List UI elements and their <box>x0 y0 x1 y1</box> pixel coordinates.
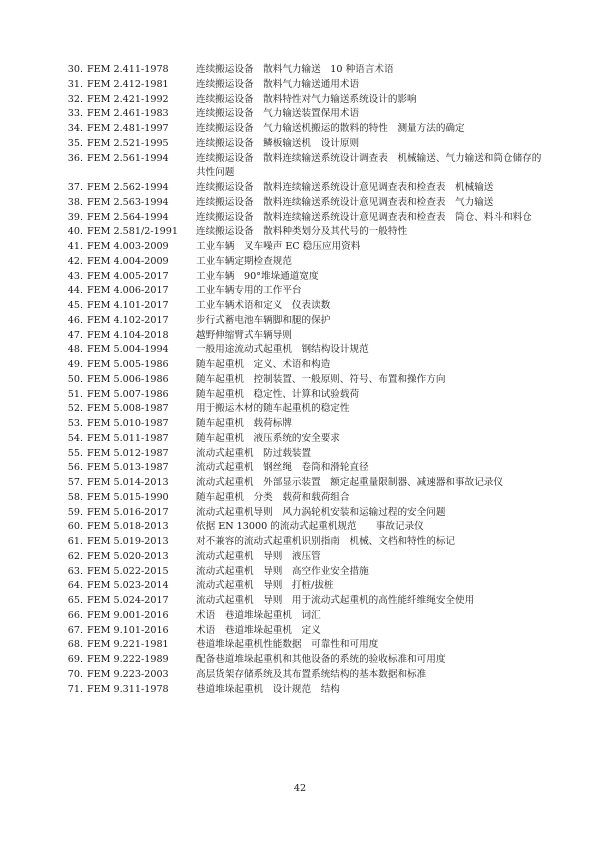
standard-code: FEM 2.562-1994 <box>87 182 169 193</box>
list-item <box>60 491 550 506</box>
list-item <box>60 78 550 93</box>
entry-number: 61. <box>67 536 83 547</box>
standard-code: FEM 5.013-1987 <box>87 462 169 474</box>
standard-title: 巷道堆垛起重机 设计规范 结构 <box>196 683 340 695</box>
standard-code: FEM 5.010-1987 <box>87 418 169 429</box>
entry-number: 40. <box>67 226 83 238</box>
standard-code: FEM 5.024-2017 <box>87 595 169 606</box>
standards-list <box>60 63 550 697</box>
list-item <box>60 373 550 388</box>
standard-title: 工业车辆术语和定义 仪表读数 <box>196 300 331 311</box>
entry-number: 39. <box>67 211 83 223</box>
page-number: 42 <box>293 783 307 794</box>
standard-title: 随车起重机 分类 载荷和载荷组合 <box>196 491 350 503</box>
standard-code: FEM 5.020-2013 <box>87 550 169 562</box>
standard-title: 随车起重机 控制装置、一般原则、符号、布置和操作方向 <box>196 373 446 385</box>
standard-code: FEM 2.461-1983 <box>87 108 169 120</box>
standard-code: FEM 5.005-1986 <box>87 359 169 370</box>
standard-title: 流动式起重机 导则 高空作业安全措施 <box>196 565 369 577</box>
standard-title: 配备巷道堆垛起重机和其他设备的系统的验收标准和可用度 <box>196 654 446 665</box>
list-item <box>60 299 550 314</box>
standard-title: 流动式起重机 外部显示装置 额定起重量限制器、减速器和事故记录仪 <box>196 477 503 488</box>
entry-number: 54. <box>67 432 83 444</box>
list-item <box>60 579 550 594</box>
standard-code: FEM 5.011-1987 <box>87 432 169 444</box>
list-item <box>60 638 550 653</box>
list-item <box>60 653 550 668</box>
entry-number: 43. <box>67 270 83 282</box>
entry-number: 47. <box>67 329 83 341</box>
standard-code: FEM 5.008-1987 <box>87 403 169 415</box>
standard-code: FEM 4.004-2009 <box>87 255 169 267</box>
standard-title: 对不兼容的流动式起重机识别指南 机械、文档和特性的标记 <box>196 536 456 547</box>
standard-code: FEM 5.016-2017 <box>87 506 169 518</box>
list-item <box>60 668 550 683</box>
entry-number: 67. <box>67 624 83 636</box>
entry-number: 37. <box>67 182 83 193</box>
standard-title: 连续搬运设备 气力输送机搬运的散料的特性 测量方法的确定 <box>196 123 465 134</box>
list-item <box>60 535 550 550</box>
list-item <box>60 520 550 535</box>
standard-code: FEM 4.102-2017 <box>87 314 169 326</box>
standard-title: 一般用途流动式起重机 钢结构设计规范 <box>196 344 369 356</box>
entry-number: 51. <box>67 388 83 400</box>
list-item <box>60 417 550 432</box>
standard-code: FEM 9.222-1989 <box>87 654 169 665</box>
standard-code: FEM 9.101-2016 <box>87 624 169 636</box>
entry-number: 52. <box>67 403 83 415</box>
standard-code: FEM 9.001-2016 <box>87 609 169 621</box>
standard-code: FEM 2.481-1997 <box>87 123 169 134</box>
standard-title: 随车起重机 定义、术语和构造 <box>196 359 331 370</box>
list-item <box>60 624 550 639</box>
list-item <box>60 284 550 299</box>
list-item <box>60 609 550 624</box>
entry-number: 63. <box>67 565 83 577</box>
standard-code: FEM 5.023-2014 <box>87 580 169 592</box>
standard-title: 随车起重机 液压系统的安全要求 <box>196 432 340 444</box>
standard-code: FEM 5.007-1986 <box>87 388 169 400</box>
standard-code: FEM 2.411-1978 <box>87 64 169 75</box>
standard-title: 工业车辆定期检查规范 <box>196 255 292 267</box>
entry-number: 58. <box>67 491 83 503</box>
standard-title: 工业车辆专用的工作平台 <box>196 285 302 297</box>
list-item <box>60 388 550 403</box>
entry-number: 42. <box>67 255 83 267</box>
standard-code: FEM 2.564-1994 <box>87 211 169 223</box>
standard-code: FEM 4.104-2018 <box>87 329 169 341</box>
standard-title: 工业车辆 叉车噪声 EC 稳压应用资料 <box>196 241 361 252</box>
list-item <box>60 343 550 358</box>
list-item <box>60 432 550 447</box>
entry-number: 36. <box>67 152 83 164</box>
list-item <box>60 107 550 122</box>
standard-title: 术语 巷道堆垛起重机 词汇 <box>196 609 321 621</box>
list-item <box>60 461 550 476</box>
entry-number: 34. <box>67 123 83 134</box>
entry-number: 45. <box>67 300 83 311</box>
entry-number: 64. <box>67 580 83 592</box>
standard-title: 工业车辆 90°堆垛通道宽度 <box>196 270 319 282</box>
list-item <box>60 196 550 211</box>
list-item <box>60 137 550 152</box>
entry-number: 46. <box>67 314 83 326</box>
standard-code: FEM 5.014-2013 <box>87 477 169 488</box>
entry-number: 48. <box>67 344 83 356</box>
standard-title: 越野伸缩臂式车辆导则 <box>196 329 292 341</box>
standard-title: 依据 EN 13000 的流动式起重机规范 事故记录仪 <box>196 521 424 533</box>
list-item <box>60 550 550 565</box>
list-item <box>60 63 550 78</box>
standard-code: FEM 5.018-2013 <box>87 521 169 533</box>
standard-code: FEM 2.561-1994 <box>87 152 169 164</box>
standard-code: FEM 9.311-1978 <box>87 683 169 695</box>
standard-code: FEM 2.412-1981 <box>87 78 169 90</box>
standard-code: FEM 2.521-1995 <box>87 137 169 149</box>
standard-title: 流动式起重机 导则 液压管 <box>196 550 321 562</box>
list-item <box>60 181 550 196</box>
standard-code: FEM 5.015-1990 <box>87 491 169 503</box>
standard-code: FEM 2.563-1994 <box>87 196 169 208</box>
list-item <box>60 506 550 521</box>
standard-title: 用于搬运木材的随车起重机的稳定性 <box>196 403 350 415</box>
standard-title: 连续搬运设备 散料气力输送通用术语 <box>196 78 360 90</box>
list-item <box>60 240 550 255</box>
list-item <box>60 122 550 137</box>
entry-number: 32. <box>67 93 83 105</box>
standard-code: FEM 2.581/2-1991 <box>87 226 178 238</box>
entry-number: 53. <box>67 418 83 429</box>
standard-code: FEM 5.022-2015 <box>87 565 169 577</box>
entry-number: 56. <box>67 462 83 474</box>
standard-code: FEM 4.003-2009 <box>87 241 169 252</box>
list-item <box>60 565 550 580</box>
standard-title: 连续搬运设备 散料连续输送系统设计意见调查表和检查表 机械输送 <box>196 182 494 193</box>
list-item <box>60 594 550 609</box>
list-item <box>60 225 550 240</box>
standard-title: 连续搬运设备 散料特性对气力输送系统设计的影响 <box>196 93 417 105</box>
standard-title: 步行式蓄电池车辆脚和腿的保护 <box>196 314 331 326</box>
entry-number: 31. <box>67 78 83 90</box>
entry-number: 49. <box>67 359 83 370</box>
standard-code: FEM 4.005-2017 <box>87 270 169 282</box>
standard-title: 连续搬运设备 散料种类划分及其代号的一般特性 <box>196 226 408 238</box>
entry-number: 65. <box>67 595 83 606</box>
entry-number: 35. <box>67 137 83 149</box>
entry-number: 59. <box>67 506 83 518</box>
standard-code: FEM 9.221-1981 <box>87 639 169 651</box>
entry-number: 38. <box>67 196 83 208</box>
entry-number: 30. <box>67 64 83 75</box>
entry-number: 69. <box>67 654 83 665</box>
standard-code: FEM 5.004-1994 <box>87 344 169 356</box>
list-item <box>60 270 550 285</box>
standard-code: FEM 5.006-1986 <box>87 373 169 385</box>
entry-number: 66. <box>67 609 83 621</box>
standard-title: 流动式起重机 钢丝绳 卷筒和滑轮直径 <box>196 462 369 474</box>
entry-number: 60. <box>67 521 83 533</box>
standard-title: 连续搬运设备 散料连续输送系统设计调查表 机械输送、气力输送和筒仓储存的共性问题 <box>196 152 542 179</box>
standard-title: 流动式起重机导则 风力涡轮机安装和运输过程的安全问题 <box>196 506 446 518</box>
standard-code: FEM 9.223-2003 <box>87 668 169 680</box>
entry-number: 44. <box>67 285 83 297</box>
list-item <box>60 683 550 698</box>
standard-title: 术语 巷道堆垛起重机 定义 <box>196 624 321 636</box>
standard-title: 流动式起重机 防过载装置 <box>196 447 312 459</box>
list-item <box>60 255 550 270</box>
entry-number: 62. <box>67 550 83 562</box>
standard-code: FEM 5.019-2013 <box>87 536 169 547</box>
standard-title: 连续搬运设备 鳞板输送机 设计原则 <box>196 137 360 149</box>
list-item <box>60 314 550 329</box>
standard-title: 连续搬运设备 气力输送装置保用术语 <box>196 108 360 120</box>
standard-title: 连续搬运设备 散料连续输送系统设计意见调查表和检查表 气力输送 <box>196 196 494 208</box>
standard-title: 连续搬运设备 散料气力输送 10 种语言术语 <box>196 64 394 75</box>
standard-title: 随车起重机 载荷标牌 <box>196 418 292 429</box>
list-item <box>60 329 550 344</box>
standard-title: 巷道堆垛起重机性能数据 可靠性和可用度 <box>196 639 379 651</box>
standard-title: 连续搬运设备 散料连续输送系统设计意见调查表和检查表 筒仓、料斗和料仓 <box>196 211 532 223</box>
standard-title: 流动式起重机 导则 用于流动式起重机的高性能纤维绳安全使用 <box>196 595 475 606</box>
entry-number: 50. <box>67 373 83 385</box>
standard-title: 高层货架存储系统及其布置系统结构的基本数据和标准 <box>196 668 427 680</box>
list-item <box>60 93 550 108</box>
entry-number: 33. <box>67 108 83 120</box>
entry-number: 71. <box>67 683 83 695</box>
standard-code: FEM 2.421-1992 <box>87 93 169 105</box>
standard-title: 随车起重机 稳定性、计算和试验载荷 <box>196 388 360 400</box>
entry-number: 57. <box>67 477 83 488</box>
standard-code: FEM 4.101-2017 <box>87 300 169 311</box>
standard-code: FEM 4.006-2017 <box>87 285 169 297</box>
list-item <box>60 402 550 417</box>
standard-code: FEM 5.012-1987 <box>87 447 169 459</box>
list-item <box>60 358 550 373</box>
entry-number: 70. <box>67 668 83 680</box>
list-item <box>60 211 550 226</box>
entry-number: 41. <box>67 241 83 252</box>
list-item <box>60 447 550 462</box>
list-item <box>60 152 550 182</box>
standard-title: 流动式起重机 导则 打桩/拔桩 <box>196 580 334 592</box>
entry-number: 68. <box>67 639 83 651</box>
list-item <box>60 476 550 491</box>
entry-number: 55. <box>67 447 83 459</box>
